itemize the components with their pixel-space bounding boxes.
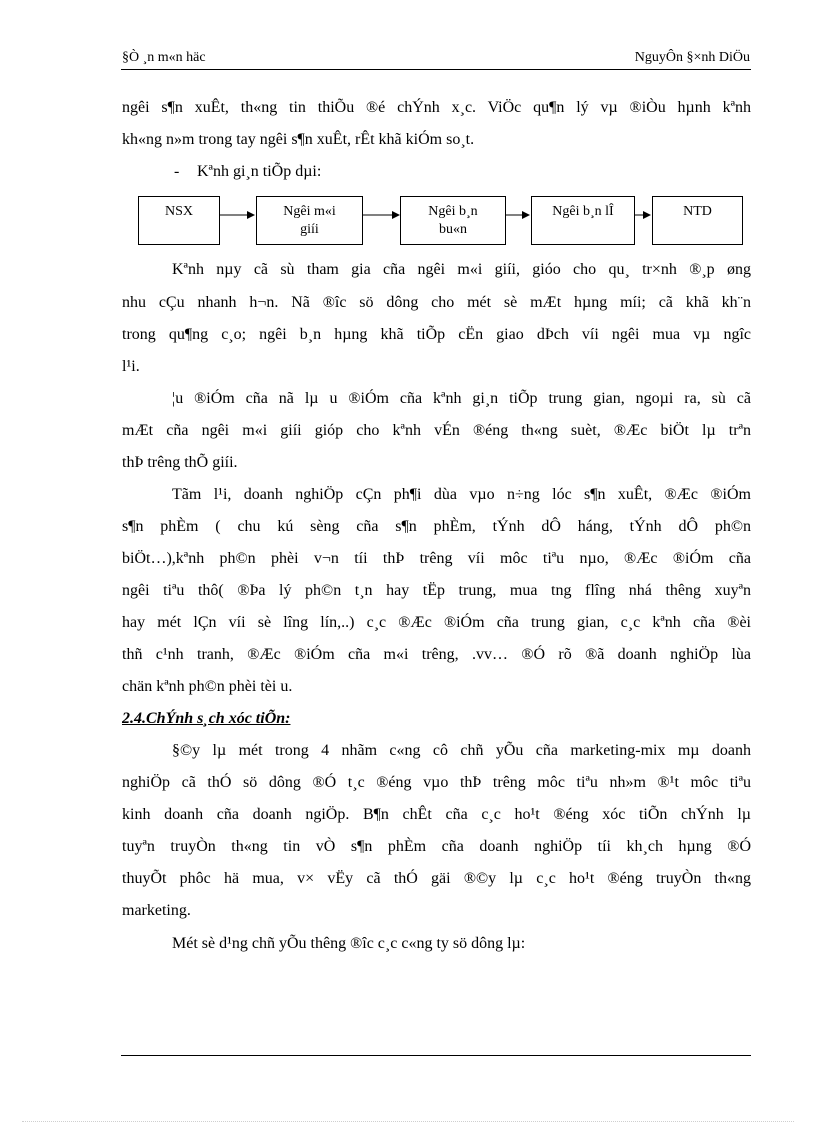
- flow-box-retailer: [531, 196, 635, 245]
- flow-box-wholesaler: [400, 196, 506, 245]
- flow-box-label: Ngêi m«i: [283, 204, 336, 219]
- flow-box-ntd: [652, 196, 743, 245]
- footer-rule: [121, 1055, 751, 1056]
- bullet-text: Kªnh gi¸n tiÕp dµi:: [197, 163, 322, 180]
- paragraph-line: ngêi tiªu thô( ®Þa lý ph©n t¸n hay tËp trung, mua tng flîng nhá thêng xuyªn: [122, 582, 751, 599]
- paragraph-line: Kªnh nµy cã sù tham gia cña ngêi m«i giíi, gióo cho qu¸ tr×nh ®¸p øng: [172, 261, 751, 278]
- flow-box-label: giíi: [300, 222, 319, 237]
- section-heading: 2.4.ChÝnh s¸ch xóc tiÕn:: [122, 710, 291, 727]
- flow-box-label: NSX: [164, 204, 193, 219]
- paragraph-line: thuyÕt phôc hä mua, v× vËy cã thÓ gäi ®©y lµ c¸c ho¹t ®éng truyÒn th«ng: [122, 870, 751, 887]
- paragraph-line: chän kªnh ph©n phèi tèi u.: [122, 678, 293, 695]
- paragraph-line: l¹i.: [122, 358, 140, 375]
- paragraph-line: hay mét lÇn víi sè lîng lín,..) c¸c ®Æc ®iÓm cña trung gian, c¸c kªnh cña ®èi: [122, 614, 751, 631]
- paragraph-line: kh«ng n»m trong tay ngêi s¶n xuÊt, rÊt khã kiÓm so¸t.: [122, 131, 475, 148]
- paragraph-line: mÆt cña ngêi m«i giíi gióp cho kªnh vÉn ®éng th«ng suèt, ®Æc biÖt lµ trªn: [122, 422, 751, 439]
- paragraph-line: s¶n phÈm ( chu kú sèng cña s¶n phÈm, tÝnh dÔ háng, tÝnh dÔ ph©n: [122, 518, 751, 535]
- flow-box-label: Ngêi b¸n lÎ: [552, 204, 614, 219]
- flow-box-broker: [256, 196, 363, 245]
- paragraph-line: trong qu¶ng c¸o; ngêi b¸n hµng khã tiÕp cËn giao dÞch víi ngêi mua vµ ngîc: [122, 326, 751, 343]
- paragraph-line: nghiÖp cã thÓ sö dông ®Ó t¸c ®éng vµo thÞ trêng môc tiªu nh»m ®¹t môc tiªu: [122, 774, 751, 791]
- bullet-dash: -: [174, 163, 180, 180]
- paragraph-line: nhu cÇu nhanh h¬n. Nã ®îc sö dông cho mét sè mÆt hµng míi; cã khã kh¨n: [122, 294, 751, 311]
- paragraph-line: biÖt…),kªnh ph©n phèi v¬n tíi thÞ trêng víi môc tiªu nµo, ®Æc ®iÓm cña: [122, 550, 751, 567]
- paragraph-line: marketing.: [122, 902, 191, 919]
- flow-box-label: bu«n: [439, 222, 467, 237]
- paragraph-line: thÞ trêng thÕ giíi.: [122, 454, 238, 471]
- paragraph-line: Tãm l¹i, doanh nghiÖp cÇn ph¶i dùa vµo n÷ng lóc s¶n xuÊt, ®Æc ®iÓm: [172, 486, 751, 503]
- paragraph-line: ¦u ®iÓm cña nã lµ u ®iÓm cña kªnh gi¸n tiÕp trung gian, ngoµi ra, sù cã: [172, 390, 751, 407]
- flow-box-label: NTD: [683, 204, 712, 219]
- header-right: NguyÔn §×nh DiÖu: [634, 50, 750, 65]
- paragraph-line: Mét sè d¹ng chñ yÕu thêng ®îc c¸c c«ng ty sö dông lµ:: [172, 935, 526, 952]
- paragraph-line: kinh doanh cña doanh ngiÖp. B¶n chÊt cña c¸c ho¹t ®éng xóc tiÕn chÝnh lµ: [122, 806, 751, 823]
- paragraph-line: §©y lµ mét trong 4 nhãm c«ng cô chñ yÕu cña marketing-mix mµ doanh: [172, 742, 751, 759]
- page-edge-dots: [22, 1121, 794, 1122]
- paragraph-line: thñ c¹nh tranh, ®Æc ®iÓm cña m«i trêng, .vv… ®Ó rõ ®ã doanh nghiÖp lùa: [122, 646, 751, 663]
- header-left: §Ò ¸n m«n häc: [122, 50, 206, 65]
- paragraph-line: ngêi s¶n xuÊt, th«ng tin thiÕu ®é chÝnh x¸c. ViÖc qu¶n lý vµ ®iÒu hµnh kªnh: [122, 99, 751, 116]
- paragraph-line: tuyªn truyÒn th«ng tin vÒ s¶n phÈm cña doanh nghiÖp tíi kh¸ch hµng ®Ó: [122, 838, 751, 855]
- flow-box-nsx: [138, 196, 220, 245]
- flow-box-label: Ngêi b¸n: [428, 204, 478, 219]
